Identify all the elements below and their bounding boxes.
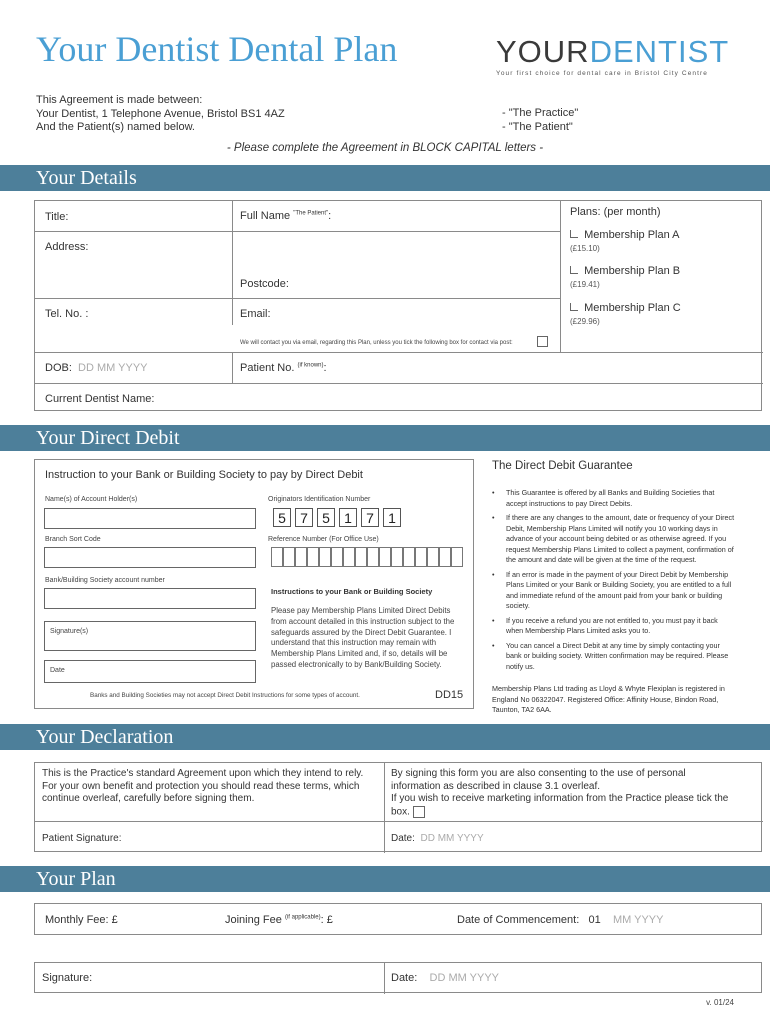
originator-digit: 7: [295, 508, 313, 527]
patient-signature-label: Patient Signature:: [42, 833, 122, 844]
originator-digit: 7: [361, 508, 379, 527]
plan-option-a[interactable]: [570, 229, 680, 253]
address-field[interactable]: [45, 241, 88, 253]
plan-date-field[interactable]: [391, 972, 499, 984]
tel-label: Tel. No. :: [45, 308, 89, 320]
plan-a-price: (£15.10): [570, 244, 600, 253]
plan-date-label: Date:: [391, 972, 418, 984]
logo-text-dentist: DENTIST: [589, 34, 730, 69]
title-label: Title:: [45, 211, 69, 223]
section-heading: Your Direct Debit: [36, 427, 180, 449]
guarantee-point: • If there are any changes to the amount, date or frequency of your Direct Debit, Membership Plans Limited will notify you 10 working days in advance of your account being debited or as otherwise agreed. If you request Membership Plans Limited to collect a payment, confirmation of the amount and date will be given at the time of the request.: [492, 513, 736, 566]
plan-a-checkbox[interactable]: [570, 230, 578, 238]
postcode-field[interactable]: [240, 278, 289, 290]
plan-date-placeholder: DD MM YYYY: [429, 972, 500, 984]
declaration-form: [34, 762, 762, 852]
plan-option-c[interactable]: [570, 302, 681, 326]
full-name-sup: "The Patient": [293, 210, 329, 217]
dob-label: DOB:: [45, 362, 72, 374]
address-label: Address:: [45, 241, 89, 253]
post-contact-checkbox[interactable]: [537, 336, 548, 347]
patient-signature-field[interactable]: [42, 833, 122, 844]
marketing-checkbox[interactable]: [413, 806, 425, 818]
sort-code-label: Branch Sort Code: [45, 536, 101, 543]
block-capitals-instruction: - Please complete the Agreement in BLOCK CAPITAL letters -: [226, 142, 544, 154]
joining-fee-sup: (if applicable): [284, 914, 321, 921]
section-your-details: [0, 165, 770, 191]
guarantee-point: • If you receive a refund you are not entitled to, you must pay it back when Membership Plans Limited asks you to.: [492, 616, 736, 637]
plans-heading: Plans: (per month): [570, 206, 661, 218]
intro-line2: Your Dentist, 1 Telephone Avenue, Bristol BS1 4AZ: [36, 107, 285, 120]
details-form: [34, 200, 762, 411]
patient-no-colon: :: [323, 362, 327, 374]
dob-placeholder: DD MM YYYY: [78, 362, 148, 374]
commencement-field[interactable]: [457, 914, 663, 926]
date-box[interactable]: [44, 660, 256, 683]
patient-no-field[interactable]: [240, 362, 327, 374]
instructions-heading: Instructions to your Bank or Building Society: [271, 587, 433, 596]
title-field[interactable]: [45, 211, 68, 223]
date-label: Date: [50, 667, 65, 674]
guarantee-point: • If an error is made in the payment of your Direct Debit by Membership Plans Limited or your Bank or Building Society, you are entitled to a full and immediate refund of the amount paid from your bank or building society.: [492, 570, 736, 612]
reference-label: Reference Number (For Office Use): [268, 536, 379, 543]
section-your-direct-debit: [0, 425, 770, 451]
plan-option-b[interactable]: [570, 265, 680, 289]
account-number-input[interactable]: [44, 588, 256, 609]
page-title: Your Dentist Dental Plan: [36, 29, 398, 69]
full-name-colon: :: [328, 210, 332, 222]
signature-box[interactable]: [44, 621, 256, 651]
joining-fee-field[interactable]: [225, 914, 333, 926]
intro-roles: [502, 107, 578, 134]
commencement-placeholder: MM YYYY: [612, 914, 664, 926]
declaration-right-text: [391, 768, 731, 819]
current-dentist-field[interactable]: [45, 393, 154, 405]
originator-digit: 5: [273, 508, 291, 527]
signature-label: Signature(s): [50, 628, 89, 635]
commencement-label: Date of Commencement:: [457, 914, 580, 926]
intro-line1: This Agreement is made between:: [36, 94, 203, 106]
section-heading: Your Plan: [36, 868, 116, 890]
direct-debit-form: [34, 459, 474, 709]
originator-digit: 1: [383, 508, 401, 527]
declaration-date-field[interactable]: [391, 833, 484, 844]
current-dentist-label: Current Dentist Name:: [45, 393, 155, 405]
originator-digit: 5: [317, 508, 335, 527]
practice-role: - "The Practice": [502, 107, 579, 119]
declaration-date-label: Date:: [391, 833, 415, 844]
monthly-fee-field[interactable]: [45, 914, 118, 926]
full-name-field[interactable]: [240, 210, 331, 222]
email-field[interactable]: [240, 308, 271, 320]
declaration-left-text: This is the Practice's standard Agreement upon which they intend to rely. For your own benefit and protection you should read these terms, which continue overleaf, carefully before signing them.: [42, 768, 364, 804]
plan-a-name: Membership Plan A: [584, 229, 680, 241]
patient-no-sup: (if known): [297, 362, 324, 369]
instructions-text: Please pay Membership Plans Limited Direct Debits from account detailed in this instruction subject to the safeguards assured by the Direct Debit Guarantee. I understand that this instruction may remain with Membership Plans Limited and, if so, details will be passed electronically to by Bank/Building Society.: [271, 606, 455, 669]
commencement-day: 01: [588, 914, 601, 926]
instruction-title: Instruction to your Bank or Building Society to pay by Direct Debit: [45, 469, 363, 481]
plan-signature-form: [34, 962, 762, 993]
section-your-declaration: [0, 724, 770, 750]
email-label: Email:: [240, 308, 271, 320]
declaration-date-placeholder: DD MM YYYY: [420, 833, 484, 844]
monthly-fee-label: Monthly Fee: £: [45, 914, 118, 926]
plan-c-price: (£29.96): [570, 317, 600, 326]
section-heading: Your Details: [36, 167, 137, 189]
contact-note: We will contact you via email, regarding this Plan, unless you tick the following box for contact via post:: [240, 340, 513, 346]
tel-field[interactable]: [45, 308, 88, 320]
logo-tagline: Your first choice for dental care in Bristol City Centre: [496, 70, 709, 77]
logo-text-your: YOUR: [496, 34, 590, 69]
logo: [496, 36, 736, 77]
footer-note: Banks and Building Societies may not accept Direct Debit Instructions for some types of account.: [90, 692, 360, 699]
originator-digit: 1: [339, 508, 357, 527]
dob-field[interactable]: [45, 362, 148, 374]
joining-fee-suffix: : £: [320, 914, 333, 926]
version-label: v. 01/24: [706, 998, 734, 1007]
intro-line3: And the Patient(s) named below.: [36, 121, 195, 133]
guarantee-heading: The Direct Debit Guarantee: [492, 460, 633, 472]
account-number-label: Bank/Building Society account number: [45, 577, 165, 584]
plan-signature-field[interactable]: [42, 972, 92, 984]
intro-text: [36, 94, 285, 135]
originator-label: Originators Identification Number: [268, 496, 371, 503]
section-your-plan: [0, 866, 770, 892]
plan-signature-label: Signature:: [42, 972, 93, 984]
sort-code-input[interactable]: [44, 547, 256, 568]
plan-c-name: Membership Plan C: [584, 302, 681, 314]
consent-text: By signing this form you are also consenting to the use of personal information as described in clause 3.1 overleaf.: [391, 768, 686, 792]
full-name-label: Full Name: [240, 210, 291, 222]
plan-b-checkbox[interactable]: [570, 266, 578, 274]
plan-b-price: (£19.41): [570, 280, 600, 289]
patient-role: - "The Patient": [502, 120, 573, 133]
guarantee-list: [492, 488, 736, 676]
plan-fee-form: [34, 903, 762, 935]
company-note: Membership Plans Ltd trading as Lloyd & Whyte Flexiplan is registered in England No 06322047. Registered Office: Affinity House, Bindon Road, Taunton, TA2 6AA.: [492, 684, 725, 714]
form-code: DD15: [435, 689, 464, 701]
plan-b-name: Membership Plan B: [584, 265, 681, 277]
account-holder-label: Name(s) of Account Holder(s): [45, 496, 138, 503]
account-holder-input[interactable]: [44, 508, 256, 529]
patient-no-label: Patient No.: [240, 362, 295, 374]
reference-input[interactable]: [271, 547, 467, 567]
section-heading: Your Declaration: [36, 726, 174, 748]
joining-fee-label: Joining Fee: [225, 914, 282, 926]
postcode-label: Postcode:: [240, 278, 289, 290]
plan-c-checkbox[interactable]: [570, 303, 578, 311]
guarantee-point: • This Guarantee is offered by all Banks and Building Societies that accept instructions to pay Direct Debits.: [492, 488, 736, 509]
marketing-text: If you wish to receive marketing information from the Practice please tick the box.: [391, 793, 729, 818]
guarantee-point: • You can cancel a Direct Debit at any time by simply contacting your bank or building society. Written confirmation may be required. Please notify us.: [492, 641, 736, 673]
